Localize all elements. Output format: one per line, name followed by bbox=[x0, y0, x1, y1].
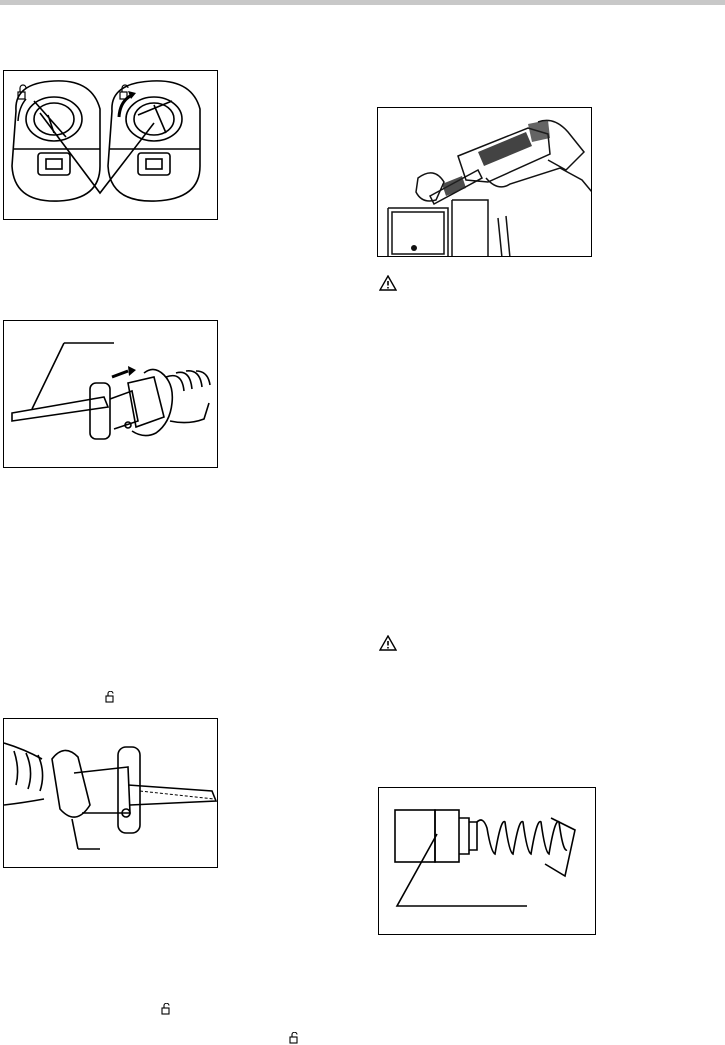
clamp-lever-drawing bbox=[4, 71, 218, 220]
figure-tool-operation bbox=[377, 107, 592, 257]
figure-carbon-brush bbox=[378, 787, 596, 935]
warning-triangle-icon bbox=[379, 635, 397, 651]
carbon-brush-drawing bbox=[379, 788, 596, 935]
unlocked-padlock-icon bbox=[161, 1003, 172, 1015]
tool-operation-photo bbox=[378, 108, 592, 257]
lever-return-drawing bbox=[4, 719, 218, 868]
figure-lever-return bbox=[3, 718, 218, 868]
figure-blade-insertion bbox=[3, 320, 218, 468]
warning-triangle-icon bbox=[379, 275, 397, 291]
blade-insertion-drawing bbox=[4, 321, 218, 468]
header-bar bbox=[0, 0, 725, 5]
unlocked-padlock-icon bbox=[105, 691, 116, 703]
figure-clamp-lever bbox=[3, 70, 218, 220]
unlocked-padlock-icon bbox=[289, 1032, 300, 1044]
